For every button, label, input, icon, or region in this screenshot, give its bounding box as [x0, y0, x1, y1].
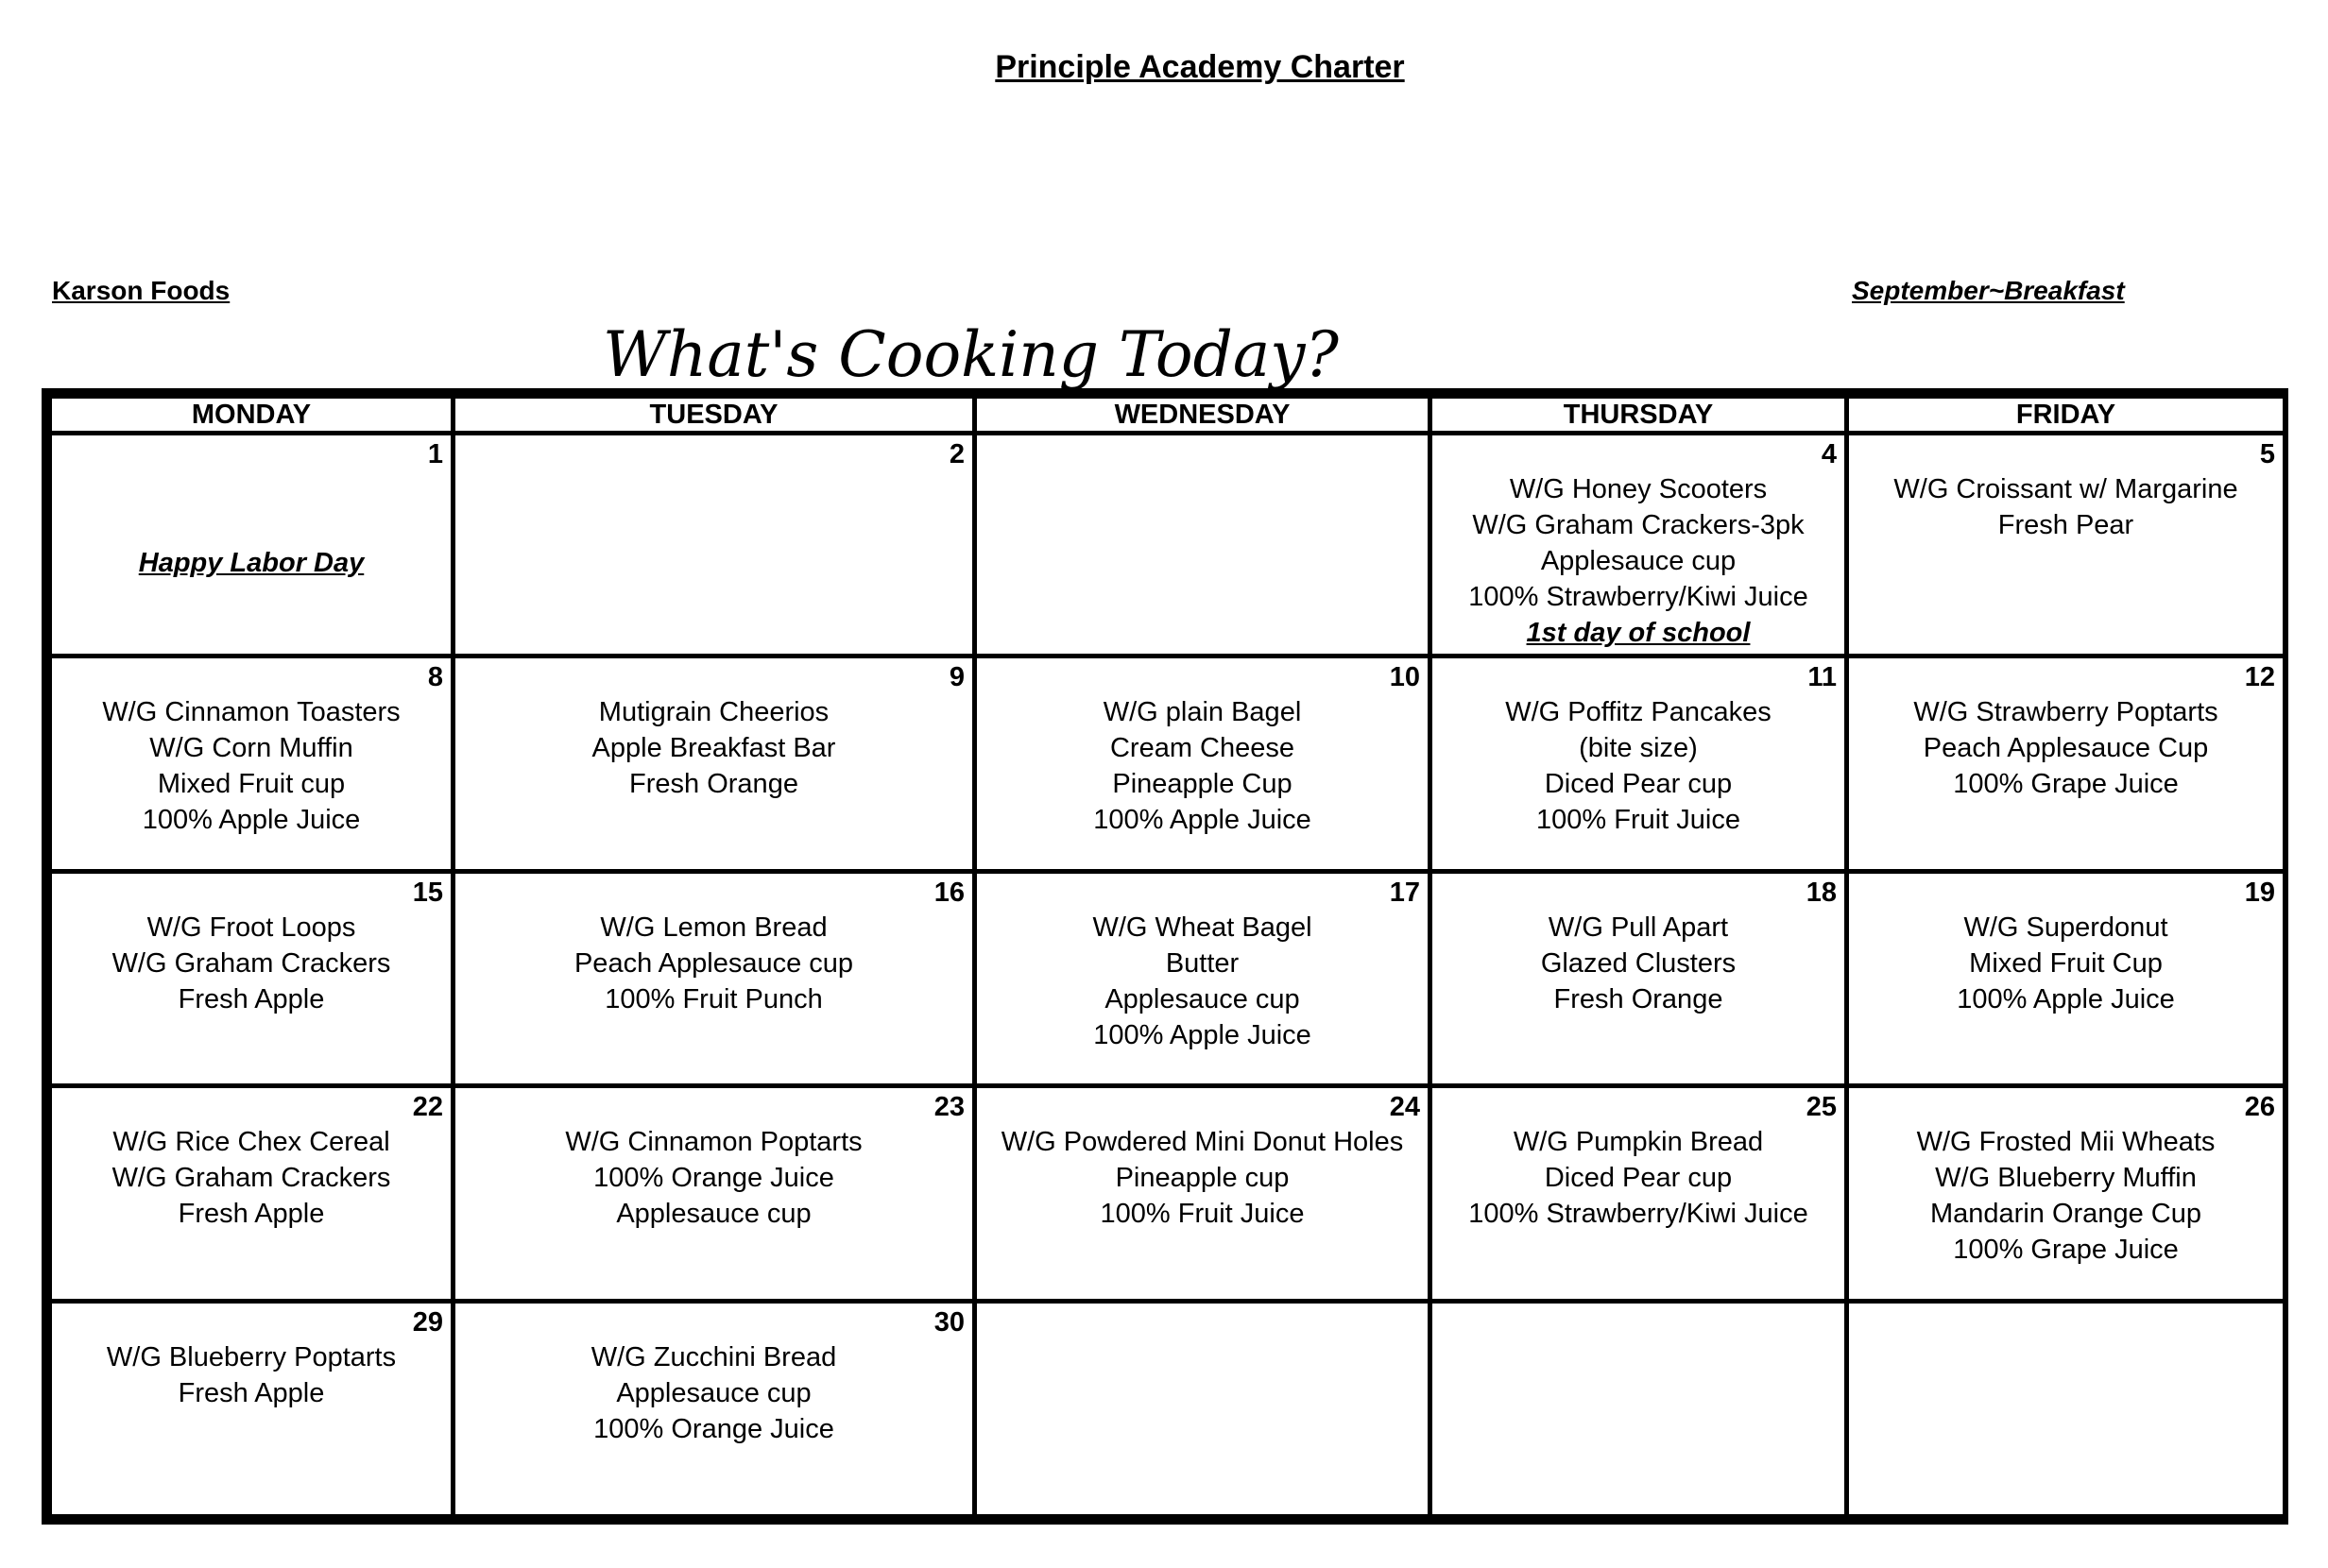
menu-item: 100% Strawberry/Kiwi Juice [1468, 582, 1808, 612]
menu-item: Fresh Apple [178, 1378, 325, 1409]
menu-items [1849, 1304, 2283, 1339]
menu-items [977, 1304, 1428, 1339]
day-cell [454, 1086, 975, 1302]
menu-item: W/G Blueberry Muffin [1935, 1163, 2197, 1194]
day-number: 2 [949, 439, 965, 469]
menu-item: Applesauce cup [616, 1378, 812, 1409]
menu-item: 100% Apple Juice [142, 804, 361, 835]
menu-items [455, 1304, 972, 1447]
day-number: 8 [427, 661, 443, 692]
menu-item: W/G Croissant w/ Margarine [1893, 474, 2238, 504]
menu-item: W/G Zucchini Bread [591, 1342, 837, 1373]
menu-item: W/G Graham Crackers [111, 947, 391, 979]
menu-item: W/G Cinnamon Toasters [102, 696, 401, 727]
day-number: 1 [427, 439, 443, 469]
menu-item: W/G Graham Crackers [111, 1163, 391, 1194]
menu-item: 100% Grape Juice [1953, 768, 2179, 799]
weekday-header-row [50, 397, 2285, 434]
menu-item: Diced Pear cup [1544, 768, 1733, 799]
menu-item: W/G Pumpkin Bread [1513, 1127, 1764, 1158]
menu-item: 100% Fruit Juice [1536, 804, 1740, 835]
menu-item: Applesauce cup [616, 1199, 812, 1230]
calendar-body [50, 434, 2285, 1517]
day-number: 5 [2259, 439, 2275, 469]
day-cell [1430, 1302, 1847, 1517]
day-cell [1430, 656, 1847, 871]
menu-item: 100% Orange Juice [593, 1163, 834, 1194]
menu-item: 100% Grape Juice [1953, 1235, 2179, 1266]
weekday-header: MONDAY [50, 397, 454, 434]
week-row [50, 656, 2285, 871]
vendor-name: Karson Foods [52, 276, 231, 305]
menu-items [52, 435, 451, 581]
menu-item: Fresh Apple [178, 983, 325, 1014]
menu-item: Mixed Fruit cup [157, 768, 346, 799]
menu-item: Mutigrain Cheerios [598, 696, 830, 727]
menu-items [1432, 1088, 1844, 1232]
menu-item: Apple Breakfast Bar [591, 732, 836, 763]
menu-item: 100% Apple Juice [1957, 983, 2175, 1014]
menu-item: 100% Strawberry/Kiwi Juice [1468, 1199, 1808, 1230]
menu-items [455, 1088, 972, 1232]
school-name: Principle Academy Charter [995, 49, 1405, 85]
day-number: 17 [1389, 877, 1420, 908]
menu-items [1849, 435, 2283, 543]
menu-items [455, 874, 972, 1017]
menu-calendar [42, 388, 2288, 1525]
menu-item: W/G Pull Apart [1548, 912, 1729, 943]
menu-items [1432, 658, 1844, 838]
day-note: 1st day of school [1526, 618, 1751, 648]
menu-item: Pineapple cup [1115, 1163, 1290, 1194]
day-cell [1847, 1302, 2285, 1517]
day-cell [975, 1086, 1430, 1302]
day-number: 30 [933, 1307, 965, 1338]
day-number: 12 [2244, 661, 2275, 692]
day-cell [454, 434, 975, 656]
menu-items [52, 1304, 451, 1411]
menu-item: W/G Powdered Mini Donut Holes [1001, 1127, 1404, 1158]
day-cell [975, 434, 1430, 656]
menu-item: Applesauce cup [1104, 983, 1300, 1014]
menu-item: Pineapple Cup [1112, 768, 1292, 799]
day-cell [50, 871, 454, 1086]
menu-item: W/G Rice Chex Cereal [112, 1127, 390, 1158]
day-number: 15 [412, 877, 443, 908]
day-cell [975, 1302, 1430, 1517]
day-number: 19 [2244, 877, 2275, 908]
week-row [50, 1086, 2285, 1302]
day-note: Happy Labor Day [138, 548, 365, 578]
menu-item: W/G plain Bagel [1103, 696, 1302, 727]
menu-item: W/G Froot Loops [146, 912, 356, 943]
day-number: 22 [412, 1092, 443, 1123]
menu-items [977, 1088, 1428, 1232]
menu-item: Diced Pear cup [1544, 1163, 1733, 1194]
menu-item: W/G Frosted Mii Wheats [1916, 1127, 2216, 1158]
calendar-table [47, 394, 2287, 1519]
menu-label: September~Breakfast [1852, 276, 2125, 305]
menu-item: W/G Graham Crackers-3pk [1472, 510, 1805, 540]
day-cell [1847, 871, 2285, 1086]
menu-item: Butter [1165, 947, 1240, 979]
day-number: 9 [949, 661, 965, 692]
menu-item: W/G Superdonut [1963, 912, 2168, 943]
weekday-header: FRIDAY [1847, 397, 2285, 434]
menu-item: W/G Honey Scooters [1509, 474, 1768, 504]
menu-items [1432, 435, 1844, 651]
menu-item: W/G Poffitz Pancakes [1505, 696, 1772, 727]
day-number: 26 [2244, 1092, 2275, 1123]
menu-items [52, 1088, 451, 1232]
day-cell [1430, 434, 1847, 656]
day-cell [1847, 1086, 2285, 1302]
menu-item: Glazed Clusters [1540, 947, 1737, 979]
menu-item: 100% Apple Juice [1093, 1019, 1311, 1050]
menu-item: 100% Fruit Juice [1100, 1199, 1305, 1230]
day-number: 29 [412, 1307, 443, 1338]
day-cell [50, 1302, 454, 1517]
menu-items [455, 658, 972, 802]
day-cell [1430, 871, 1847, 1086]
menu-item: Applesauce cup [1540, 546, 1737, 576]
menu-item: Cream Cheese [1109, 732, 1295, 763]
menu-items [1432, 1304, 1844, 1339]
menu-item: W/G Strawberry Poptarts [1913, 696, 2218, 727]
day-number: 24 [1389, 1092, 1420, 1123]
weekday-header: THURSDAY [1430, 397, 1847, 434]
menu-items [977, 874, 1428, 1053]
menu-items [1849, 658, 2283, 802]
day-number: 10 [1389, 661, 1420, 692]
day-cell [975, 871, 1430, 1086]
menu-items [977, 435, 1428, 471]
day-cell [50, 434, 454, 656]
menu-item: W/G Corn Muffin [149, 732, 353, 763]
menu-items [455, 435, 972, 471]
day-number: 4 [1821, 439, 1837, 469]
weekday-header: WEDNESDAY [975, 397, 1430, 434]
menu-item: Peach Applesauce cup [573, 947, 854, 979]
menu-item: Mandarin Orange Cup [1930, 1199, 2201, 1230]
menu-item: Fresh Pear [1997, 510, 2134, 540]
menu-items [52, 874, 451, 1017]
day-cell [454, 871, 975, 1086]
day-number: 16 [933, 877, 965, 908]
week-row [50, 434, 2285, 656]
menu-item: Peach Applesauce Cup [1923, 732, 2209, 763]
menu-item: 100% Orange Juice [593, 1414, 834, 1445]
menu-item: (bite size) [1579, 732, 1698, 763]
page-title [0, 49, 2328, 86]
menu-item: 100% Apple Juice [1093, 804, 1311, 835]
week-row [50, 1302, 2285, 1517]
day-number: 23 [933, 1092, 965, 1123]
menu-item: W/G Lemon Bread [600, 912, 828, 943]
day-cell [454, 656, 975, 871]
weekday-header: TUESDAY [454, 397, 975, 434]
day-cell [1847, 434, 2285, 656]
menu-item: Mixed Fruit Cup [1969, 947, 2163, 979]
menu-item: W/G Wheat Bagel [1092, 912, 1312, 943]
menu-item: 100% Fruit Punch [605, 983, 823, 1014]
day-number: 18 [1806, 877, 1837, 908]
menu-item: Fresh Orange [629, 768, 798, 799]
menu-items [1432, 874, 1844, 1017]
headline: What's Cooking Today? [603, 318, 1339, 391]
day-cell [1430, 1086, 1847, 1302]
day-cell [50, 1086, 454, 1302]
menu-item: W/G Cinnamon Poptarts [565, 1127, 863, 1158]
day-cell [975, 656, 1430, 871]
day-number: 11 [1807, 661, 1837, 692]
menu-item: Fresh Apple [178, 1199, 325, 1230]
day-cell [1847, 656, 2285, 871]
day-number: 25 [1806, 1092, 1837, 1123]
menu-items [977, 658, 1428, 838]
menu-items [52, 658, 451, 838]
menu-item: Fresh Orange [1553, 983, 1723, 1014]
menu-items [1849, 1088, 2283, 1268]
day-cell [454, 1302, 975, 1517]
day-cell [50, 656, 454, 871]
menu-item: W/G Blueberry Poptarts [106, 1342, 397, 1373]
menu-items [1849, 874, 2283, 1017]
week-row [50, 871, 2285, 1086]
